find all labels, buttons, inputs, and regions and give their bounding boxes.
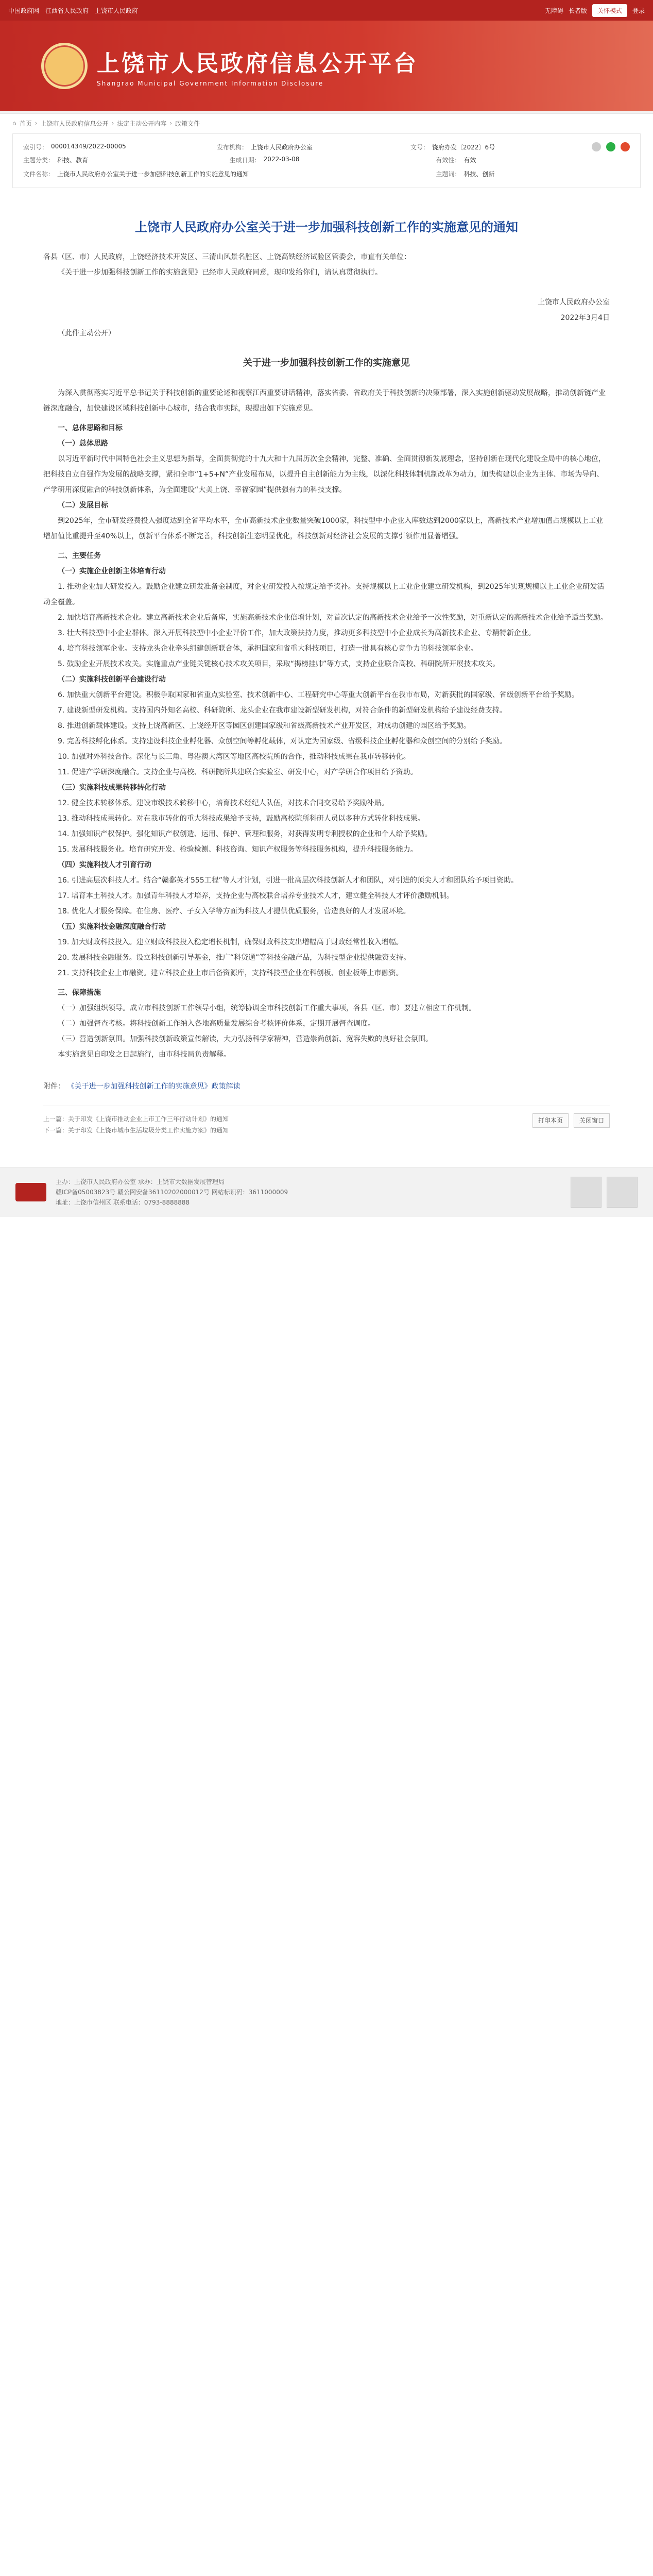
section-heading: 三、保障措施	[58, 989, 101, 997]
breadcrumb-home[interactable]: 首页	[19, 120, 32, 127]
doc-no-label: 文号：	[410, 143, 429, 151]
article-body	[12, 188, 641, 1151]
publisher-value: 上饶市人民政府办公室	[251, 143, 313, 151]
classification-label: 主题分类：	[23, 157, 55, 164]
attachment-label: 附件：	[43, 1082, 65, 1091]
prev-next-nav	[43, 1106, 610, 1136]
national-emblem-icon	[41, 43, 88, 89]
article-paragraph: 本实施意见自印发之日起施行，由市科技局负责解释。	[58, 1050, 231, 1059]
article-paragraph: 7. 建设新型研发机构。支持国内外知名高校、科研院所、龙头企业在我市建设新型研发机构，对符合条件的新型研发机构给予建设经费支持。	[58, 706, 507, 715]
attachment-link[interactable]: 《关于进一步加强科技创新工作的实施意见》政策解读	[67, 1082, 240, 1091]
site-banner	[0, 21, 653, 111]
breadcrumb-disclosure[interactable]: 上饶市人民政府信息公开	[40, 120, 109, 127]
share-toolbar	[592, 142, 630, 151]
index-value: 000014349/2022-00005	[51, 142, 126, 150]
site-footer	[0, 1167, 653, 1217]
top-links	[8, 6, 138, 15]
login-link[interactable]: 登录	[632, 7, 645, 14]
footer-line: 地址：上饶市信州区 联系电话：0793-8888888	[56, 1199, 190, 1206]
title-label: 文件名称：	[23, 171, 55, 178]
site-subtitle: Shangrao Municipal Government Information Disclosure	[97, 79, 324, 87]
subsection-heading: （三）实施科技成果转移转化行动	[58, 784, 166, 792]
article-paragraph: 3. 壮大科技型中小企业群体。深入开展科技型中小企业评价工作，加大政策扶持力度，推动更多科技型中小企业成长为高新技术企业、专精特新企业。	[58, 629, 536, 637]
qr-code-icon	[607, 1177, 638, 1208]
print-button[interactable]: 打印本页	[532, 1113, 569, 1128]
subsection-heading: （二）实施科技创新平台建设行动	[58, 675, 166, 684]
date-value: 2022-03-08	[263, 156, 300, 163]
article-paragraph: 5. 鼓励企业开展技术攻关。实施重点产业链关键核心技术攻关项目，采取“揭榜挂帅”等方式，支持企业联合高校、科研院所开展技术攻关。	[58, 660, 500, 668]
top-link-city[interactable]: 上饶市人民政府	[95, 7, 139, 14]
document-subtitle: 关于进一步加强科技创新工作的实施意见	[243, 358, 410, 368]
care-mode-button[interactable]: 关怀模式	[592, 4, 627, 17]
breadcrumb-policy[interactable]: 政策文件	[175, 120, 200, 127]
subsection-heading: （五）实施科技金融深度融合行动	[58, 923, 166, 931]
article-paragraph: 21. 支持科技企业上市融资。建立科技企业上市后备资源库，支持科技型企业在科创板、创业板等上市融资。	[58, 969, 403, 977]
article-title: 上饶市人民政府办公室关于进一步加强科技创新工作的实施意见的通知	[135, 220, 518, 234]
article-paragraph: 19. 加大财政科技投入。建立财政科技投入稳定增长机制，确保财政科技支出增幅高于财政经常性收入增幅。	[58, 938, 403, 946]
article-paragraph: 4. 培育科技领军企业。支持龙头企业牵头组建创新联合体，承担国家和省重大科技项目，打造一批具有核心竞争力的科技领军企业。	[58, 645, 478, 653]
keywords-value: 科技、创新	[463, 171, 495, 178]
footer-line: 赣ICP备05003823号 赣公网安备36110202000012号 网站标识码：3611000009	[56, 1189, 288, 1196]
article-paragraph: 15. 发展科技服务业。培育研究开发、检验检测、科技咨询、知识产权服务等科技服务机构，提升科技服务能力。	[58, 845, 418, 854]
article-paragraph: （二）加强督查考核。将科技创新工作纳入各地高质量发展综合考核评价体系，定期开展督查调度。	[58, 1020, 375, 1028]
validity-label: 有效性：	[436, 157, 461, 164]
breadcrumb: ⌂ 首页 › 上饶市人民政府信息公开 › 法定主动公开内容 › 政策文件	[12, 120, 200, 127]
article-paragraph: 1. 推动企业加大研发投入。鼓励企业建立研发准备金制度，对企业研发投入按规定给予奖补。支持规模以上工业企业建立研发机构，到2025年实现规模以上工业企业研发活动全覆盖。	[43, 583, 605, 606]
accessibility-link[interactable]: 无障碍	[544, 7, 563, 14]
article-paragraph: 为深入贯彻落实习近平总书记关于科技创新的重要论述和视察江西重要讲话精神，落实省委、省政府关于科技创新的决策部署，深入实施创新驱动发展战略，推动创新链产业链深度融合，加快建设区域科技创新中心城市，结合我市实际，现提出如下实施意见。	[43, 389, 606, 413]
article-intro: 《关于进一步加强科技创新工作的实施意见》已经市人民政府同意，现印发给你们，请认真贯彻执行。	[58, 268, 382, 277]
party-gov-badge-icon	[15, 1183, 46, 1201]
article-paragraph: 10. 加强对外科技合作。深化与长三角、粤港澳大湾区等地区高校院所的合作，推动科技成果在我市转移转化。	[58, 753, 410, 761]
weibo-icon[interactable]	[621, 142, 630, 151]
top-link-gov-cn[interactable]: 中国政府网	[8, 7, 40, 14]
elderly-mode-link[interactable]: 长者版	[568, 7, 587, 14]
print-icon[interactable]	[592, 142, 601, 151]
site-title: 上饶市人民政府信息公开平台	[97, 50, 418, 77]
article-paragraph: 9. 完善科技孵化体系。支持建设科技企业孵化器、众创空间等孵化载体，对认定为国家级、省级科技企业孵化器和众创空间的分别给予奖励。	[58, 737, 507, 745]
wechat-icon[interactable]	[606, 142, 615, 151]
document-meta-panel	[12, 133, 641, 188]
article-paragraph: 8. 推进创新载体建设。支持上饶高新区、上饶经开区等园区创建国家级和省级高新技术产业开发区，对成功创建的园区给予奖励。	[58, 722, 471, 730]
prev-article-link[interactable]: 上一篇：关于印发《上饶市推动企业上市工作三年行动计划》的通知	[43, 1115, 229, 1123]
article-paragraph: 16. 引进高层次科技人才。结合“赣鄱英才555工程”等人才计划，引进一批高层次科技创新人才和团队，对引进的顶尖人才和团队给予项目资助。	[58, 876, 518, 885]
attachment	[43, 1081, 610, 1091]
title-value: 上饶市人民政府办公室关于进一步加强科技创新工作的实施意见的通知	[57, 171, 249, 178]
article-paragraph: （三）营造创新氛围。加强科技创新政策宣传解读，大力弘扬科学家精神，营造崇尚创新、宽容失败的良好社会氛围。	[58, 1035, 433, 1043]
article-paragraph: 到2025年，全市研发经费投入强度达到全省平均水平，全市高新技术企业数量突破1000家，科技型中小企业入库数达到2000家以上，高新技术产业增加值占规模以上工业增加值比重提升至40%以上，创新平台体系不断完善，科技创新生态明显优化，科技创新对经济社会发展的支撑引领作用显著增强。	[43, 517, 603, 540]
subsection-heading: （一）总体思路	[58, 439, 108, 448]
article-paragraph: 18. 优化人才服务保障。在住房、医疗、子女入学等方面为科技人才提供优质服务，营造良好的人才发展环境。	[58, 907, 410, 916]
publisher-label: 发布机构：	[217, 143, 248, 151]
article-paragraph: 6. 加快重大创新平台建设。积极争取国家和省重点实验室、技术创新中心、工程研究中心等重大创新平台在我市布局，对新获批的国家级、省级创新平台给予奖励。	[58, 691, 579, 699]
home-icon: ⌂	[12, 120, 16, 127]
section-heading: 一、总体思路和目标	[58, 424, 123, 432]
article-paragraph: 2. 加快培育高新技术企业。建立高新技术企业后备库，实施高新技术企业倍增计划，对首次认定的高新技术企业给予一次性奖励，对重新认定的高新技术企业给予适当奖励。	[58, 614, 608, 622]
article-paragraph: （一）加强组织领导。成立市科技创新工作领导小组，统筹协调全市科技创新工作重大事项，各县（区、市）要建立相应工作机制。	[58, 1004, 476, 1012]
article-paragraph: 11. 促进产学研深度融合。支持企业与高校、科研院所共建联合实验室、研发中心，对产学研合作项目给予资助。	[58, 768, 418, 776]
article-addressee: 各县（区、市）人民政府，上饶经济技术开发区、三清山风景名胜区、上饶高铁经济试验区管委会，市直有关单位：	[43, 253, 411, 261]
subsection-heading: （一）实施企业创新主体培育行动	[58, 567, 166, 575]
qr-code-icon	[571, 1177, 602, 1208]
keywords-label: 主题词：	[436, 171, 461, 178]
validity-value: 有效	[463, 157, 476, 164]
article-paragraph: 以习近平新时代中国特色社会主义思想为指导，全面贯彻党的十九大和十九届历次全会精神，完整、准确、全面贯彻新发展理念，坚持创新在现代化建设全局中的核心地位，把科技自立自强作为发展的战略支撑，紧扣全市“1+5+N”产业发展布局，以提升自主创新能力为主线，以深化科技体制机制改革为动力，加快构建以企业为主体、市场为导向、产学研用深度融合的科技创新体系，为全面建设“大美上饶、幸福家园”提供强有力的科技支撑。	[43, 455, 606, 494]
breadcrumb-content[interactable]: 法定主动公开内容	[117, 120, 167, 127]
article-paragraph: 13. 推动科技成果转化。对在我市转化的重大科技成果给予支持，鼓励高校院所科研人员以多种方式转化科技成果。	[58, 815, 425, 823]
next-article-link[interactable]: 下一篇：关于印发《上饶市城市生活垃圾分类工作实施方案》的通知	[43, 1127, 229, 1134]
footer-line: 主办：上饶市人民政府办公室 承办：上饶市大数据发展管理局	[56, 1178, 225, 1185]
subsection-heading: （二）发展目标	[58, 501, 108, 510]
sign-date: 2022年3月4日	[560, 314, 610, 322]
classification-value: 科技、教育	[57, 157, 89, 164]
article-paragraph: 17. 培育本土科技人才。加强青年科技人才培养，支持企业与高校联合培养专业技术人才，建立健全科技人才评价激励机制。	[58, 892, 454, 900]
accessibility-links	[545, 4, 645, 17]
subsection-heading: （四）实施科技人才引育行动	[58, 861, 151, 869]
sign-office: 上饶市人民政府办公室	[538, 298, 610, 307]
top-link-province[interactable]: 江西省人民政府	[45, 7, 89, 14]
article-paragraph: 12. 健全技术转移体系。建设市级技术转移中心，培育技术经纪人队伍，对技术合同交易给予奖励补贴。	[58, 799, 389, 807]
doc-no-value: 饶府办发〔2022〕6号	[432, 143, 495, 151]
date-label: 生成日期：	[229, 157, 261, 164]
disclosure-note: （此件主动公开）	[58, 329, 115, 337]
top-bar	[0, 0, 653, 21]
section-heading: 二、主要任务	[58, 552, 101, 560]
article-paragraph: 14. 加强知识产权保护。强化知识产权创造、运用、保护、管理和服务，对获得发明专利授权的企业和个人给予奖励。	[58, 830, 432, 838]
close-window-button[interactable]: 关闭窗口	[574, 1113, 610, 1128]
article-paragraph: 20. 发展科技金融服务。设立科技创新引导基金，推广“科贷通”等科技金融产品，为科技型企业提供融资支持。	[58, 954, 411, 962]
index-label: 索引号：	[23, 143, 48, 151]
